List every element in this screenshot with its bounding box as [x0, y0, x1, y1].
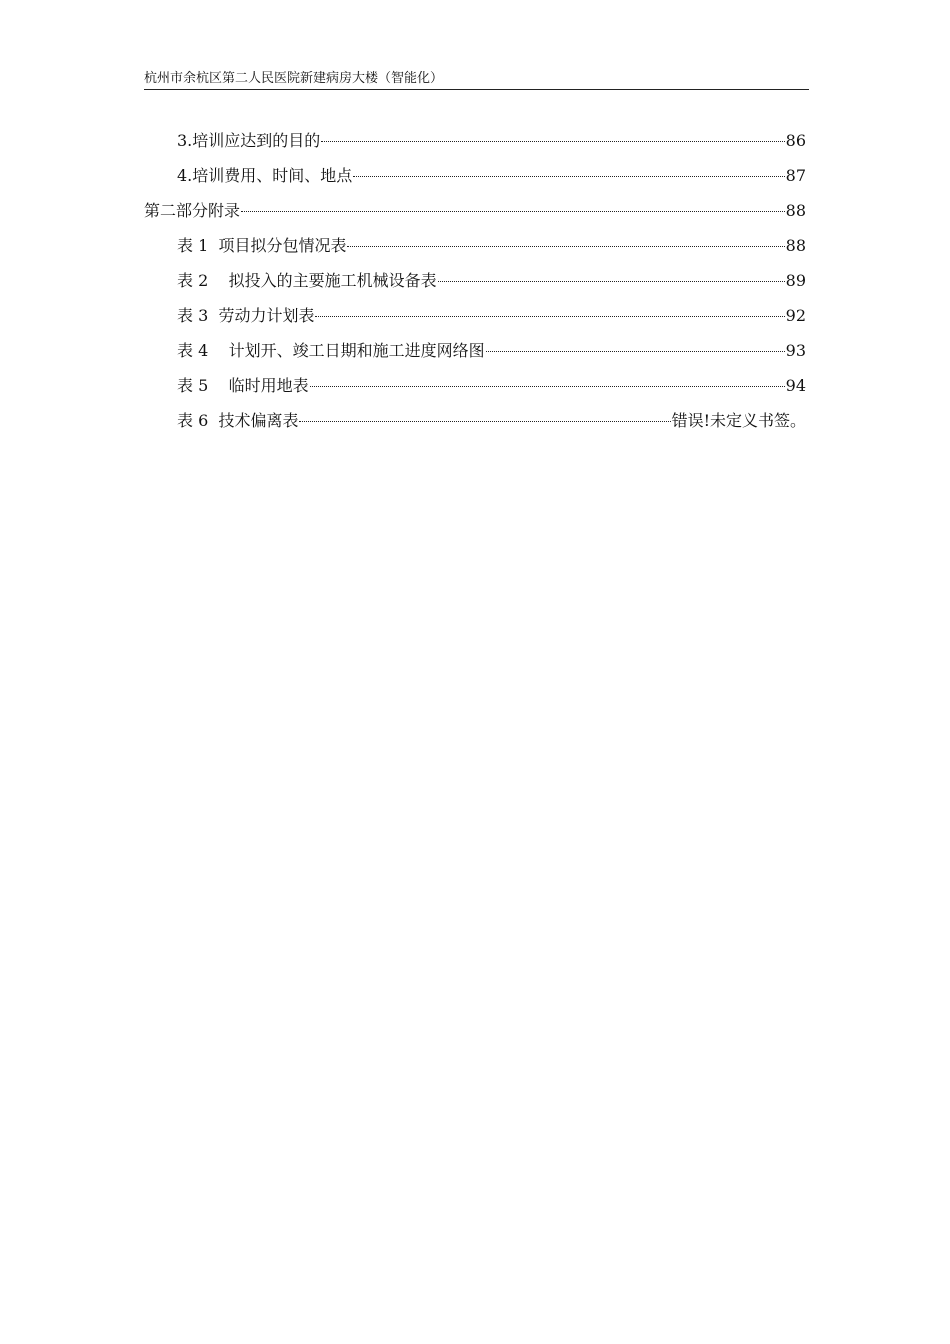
toc-entry[interactable]	[144, 124, 806, 159]
toc-entry-page: 94	[785, 376, 806, 395]
toc-entry[interactable]	[144, 404, 806, 439]
toc-entry[interactable]	[144, 229, 806, 264]
toc-entry-label: 表 3 劳动力计划表	[177, 306, 315, 325]
toc-dot-leader	[299, 404, 670, 426]
toc-entry-label: 第二部分附录	[144, 201, 241, 220]
header-title: 杭州市余杭区第二人民医院新建病房大楼（智能化）	[144, 71, 444, 86]
toc-dot-leader	[315, 299, 784, 321]
toc-dot-leader	[438, 264, 785, 286]
toc-entry-label: 表 1 项目拟分包情况表	[177, 236, 347, 255]
toc-entry-page: 89	[785, 271, 806, 290]
toc-dot-leader	[486, 334, 785, 356]
toc-entry-page: 88	[785, 201, 806, 220]
toc-entry[interactable]	[144, 264, 806, 299]
toc-entry-label: 3.培训应达到的目的	[177, 131, 321, 150]
toc-entry-page: 93	[785, 341, 806, 360]
toc-dot-leader	[353, 159, 784, 181]
toc-entry-page: 错误!未定义书签。	[671, 411, 806, 430]
toc-entry-page: 87	[785, 166, 806, 185]
toc-entry[interactable]	[144, 159, 806, 194]
toc-entry[interactable]	[144, 369, 806, 404]
toc-dot-leader	[321, 124, 784, 146]
toc-entry-page: 88	[785, 236, 806, 255]
toc-dot-leader	[241, 194, 785, 216]
toc-entry-label: 表 5 临时用地表	[177, 376, 309, 395]
toc-entry-label: 表 4 计划开、竣工日期和施工进度网络图	[177, 341, 485, 360]
toc-entry-page: 86	[785, 131, 806, 150]
toc-dot-leader	[347, 229, 784, 251]
toc-entry[interactable]	[144, 194, 806, 229]
table-of-contents	[144, 124, 806, 439]
toc-entry-label: 表 6 技术偏离表	[177, 411, 299, 430]
toc-entry[interactable]	[144, 299, 806, 334]
toc-entry-page: 92	[785, 306, 806, 325]
toc-dot-leader	[310, 369, 785, 391]
page-header	[144, 70, 809, 90]
toc-entry[interactable]	[144, 334, 806, 369]
toc-entry-label: 表 2 拟投入的主要施工机械设备表	[177, 271, 437, 290]
toc-entry-label: 4.培训费用、时间、地点	[177, 166, 353, 185]
